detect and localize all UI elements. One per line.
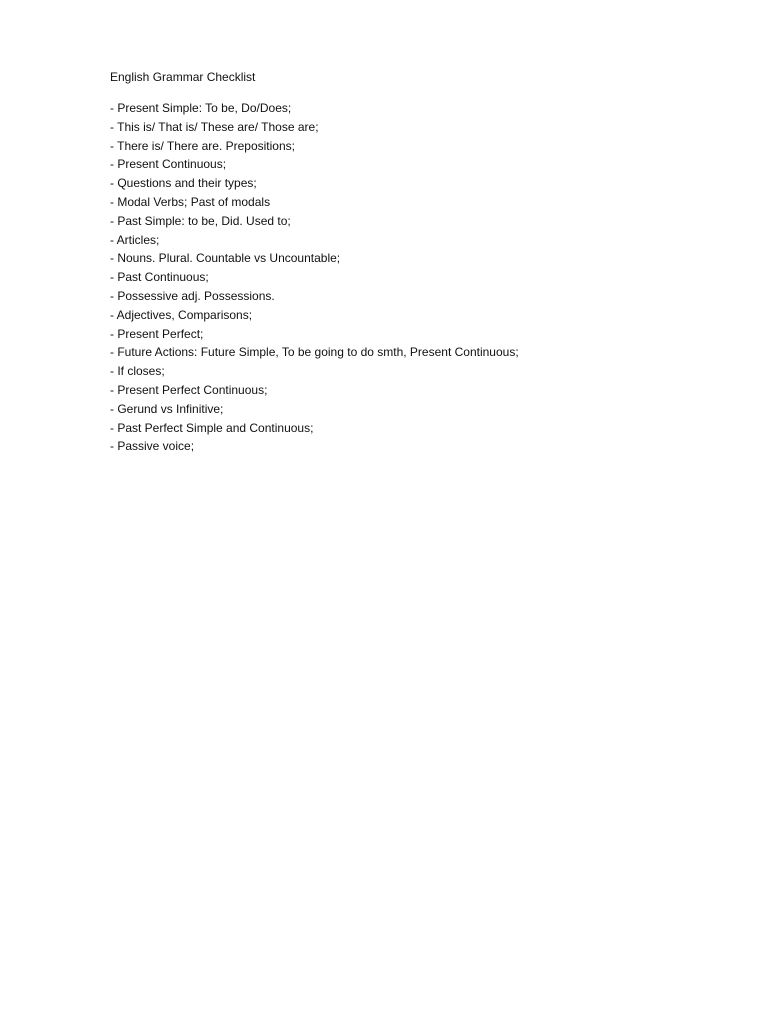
checklist-item: - Past Simple: to be, Did. Used to; <box>110 213 291 228</box>
checklist-item: - Questions and their types; <box>110 176 257 191</box>
checklist-item: - Passive voice; <box>110 439 195 454</box>
checklist-item: - Gerund vs Infinitive; <box>110 401 224 416</box>
grammar-checklist <box>110 99 519 456</box>
document-title: English Grammar Checklist <box>110 70 256 84</box>
checklist-item: - Past Continuous; <box>110 270 209 285</box>
checklist-item: - Nouns. Plural. Countable vs Uncountable; <box>110 251 341 266</box>
checklist-item: - Past Perfect Simple and Continuous; <box>110 420 314 435</box>
checklist-item: - There is/ There are. Prepositions; <box>110 138 295 153</box>
checklist-item: - Modal Verbs; Past of modals <box>110 194 271 209</box>
checklist-item: - Present Simple: To be, Do/Does; <box>110 101 292 115</box>
checklist-item: - Future Actions: Future Simple, To be going to do smth, Present Continuous; <box>110 345 519 360</box>
checklist-item: - Present Perfect; <box>110 326 204 341</box>
checklist-item: - Possessive adj. Possessions. <box>110 288 275 303</box>
checklist-item: - Present Continuous; <box>110 157 227 172</box>
checklist-item: - This is/ That is/ These are/ Those are; <box>110 119 319 134</box>
checklist-item: - If closes; <box>110 364 165 379</box>
checklist-item: - Present Perfect Continuous; <box>110 382 268 397</box>
checklist-item: - Articles; <box>110 232 160 247</box>
checklist-item: - Adjectives, Comparisons; <box>110 307 253 322</box>
